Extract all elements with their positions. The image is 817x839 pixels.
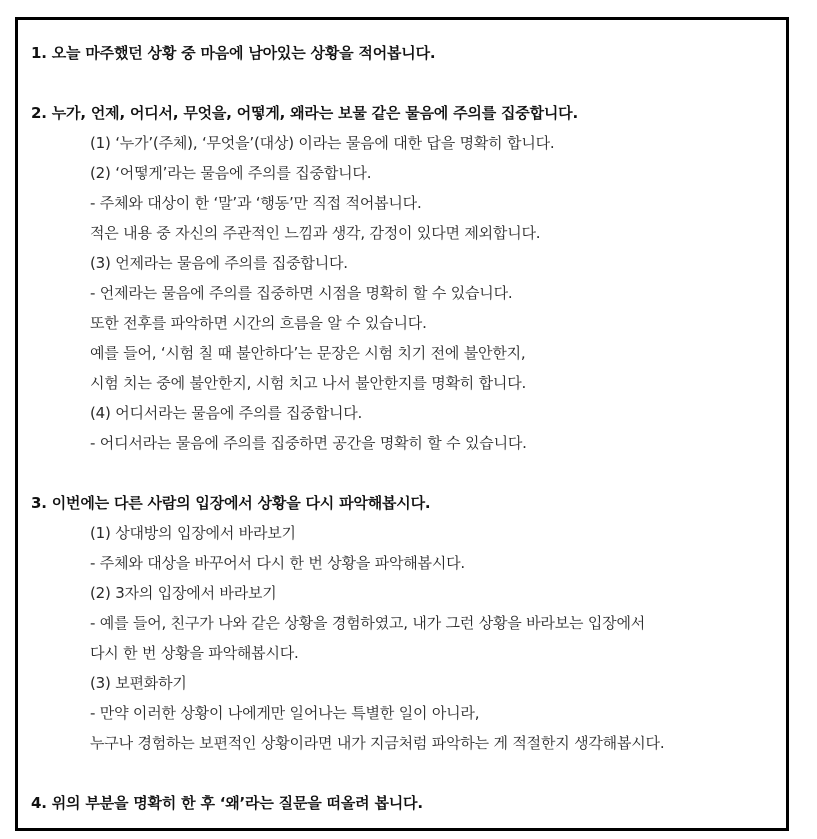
section-3-heading: 3. 이번에는 다른 사람의 입장에서 상황을 다시 파악해봅시다.	[31, 494, 431, 512]
section-2-line: 예를 들어, ‘시험 칠 때 불안하다’는 문장은 시험 치기 전에 불안한지,	[90, 344, 526, 362]
section-1-heading: 1. 오늘 마주했던 상황 중 마음에 남아있는 상황을 적어봅니다.	[31, 44, 436, 62]
section-2-heading: 2. 누가, 언제, 어디서, 무엇을, 어떻게, 왜라는 보물 같은 물음에 주의를 집중합니다.	[31, 104, 578, 122]
section-3-line: 누구나 경험하는 보편적인 상황이라면 내가 지금처럼 파악하는 게 적절한지 생각해봅시다.	[90, 734, 665, 752]
section-3-line: (1) 상대방의 입장에서 바라보기	[90, 524, 296, 542]
section-3-line: (3) 보편화하기	[90, 674, 187, 692]
section-2-line: (2) ‘어떻게’라는 물음에 주의를 집중합니다.	[90, 164, 372, 182]
section-2-line: 적은 내용 중 자신의 주관적인 느낌과 생각, 감정이 있다면 제외합니다.	[90, 224, 541, 242]
section-2-line: 시험 치는 중에 불안한지, 시험 치고 나서 불안한지를 명확히 합니다.	[90, 374, 527, 392]
section-2-line: - 언제라는 물음에 주의를 집중하면 시점을 명확히 할 수 있습니다.	[90, 284, 513, 302]
section-3-line: - 주체와 대상을 바꾸어서 다시 한 번 상황을 파악해봅시다.	[90, 554, 465, 572]
section-3-line: (2) 3자의 입장에서 바라보기	[90, 584, 277, 602]
section-4-heading: 4. 위의 부분을 명확히 한 후 ‘왜’라는 질문을 떠올려 봅니다.	[31, 794, 423, 812]
section-3-line: 다시 한 번 상황을 파악해봅시다.	[90, 644, 299, 662]
worksheet-box	[15, 17, 789, 831]
section-2-line: - 어디서라는 물음에 주의를 집중하면 공간을 명확히 할 수 있습니다.	[90, 434, 527, 452]
section-3-line: - 예를 들어, 친구가 나와 같은 상황을 경험하였고, 내가 그런 상황을 바라보는 입장에서	[90, 614, 646, 632]
section-2-line: (3) 언제라는 물음에 주의를 집중합니다.	[90, 254, 348, 272]
section-2-line: - 주체와 대상이 한 ‘말’과 ‘행동’만 직접 적어봅니다.	[90, 194, 422, 212]
section-3-line: - 만약 이러한 상황이 나에게만 일어나는 특별한 일이 아니라,	[90, 704, 480, 722]
section-2-line: 또한 전후를 파악하면 시간의 흐름을 알 수 있습니다.	[90, 314, 427, 332]
section-2-line: (4) 어디서라는 물음에 주의를 집중합니다.	[90, 404, 363, 422]
section-2-line: (1) ‘누가’(주체), ‘무엇을’(대상) 이라는 물음에 대한 답을 명확히 합니다.	[90, 134, 555, 152]
